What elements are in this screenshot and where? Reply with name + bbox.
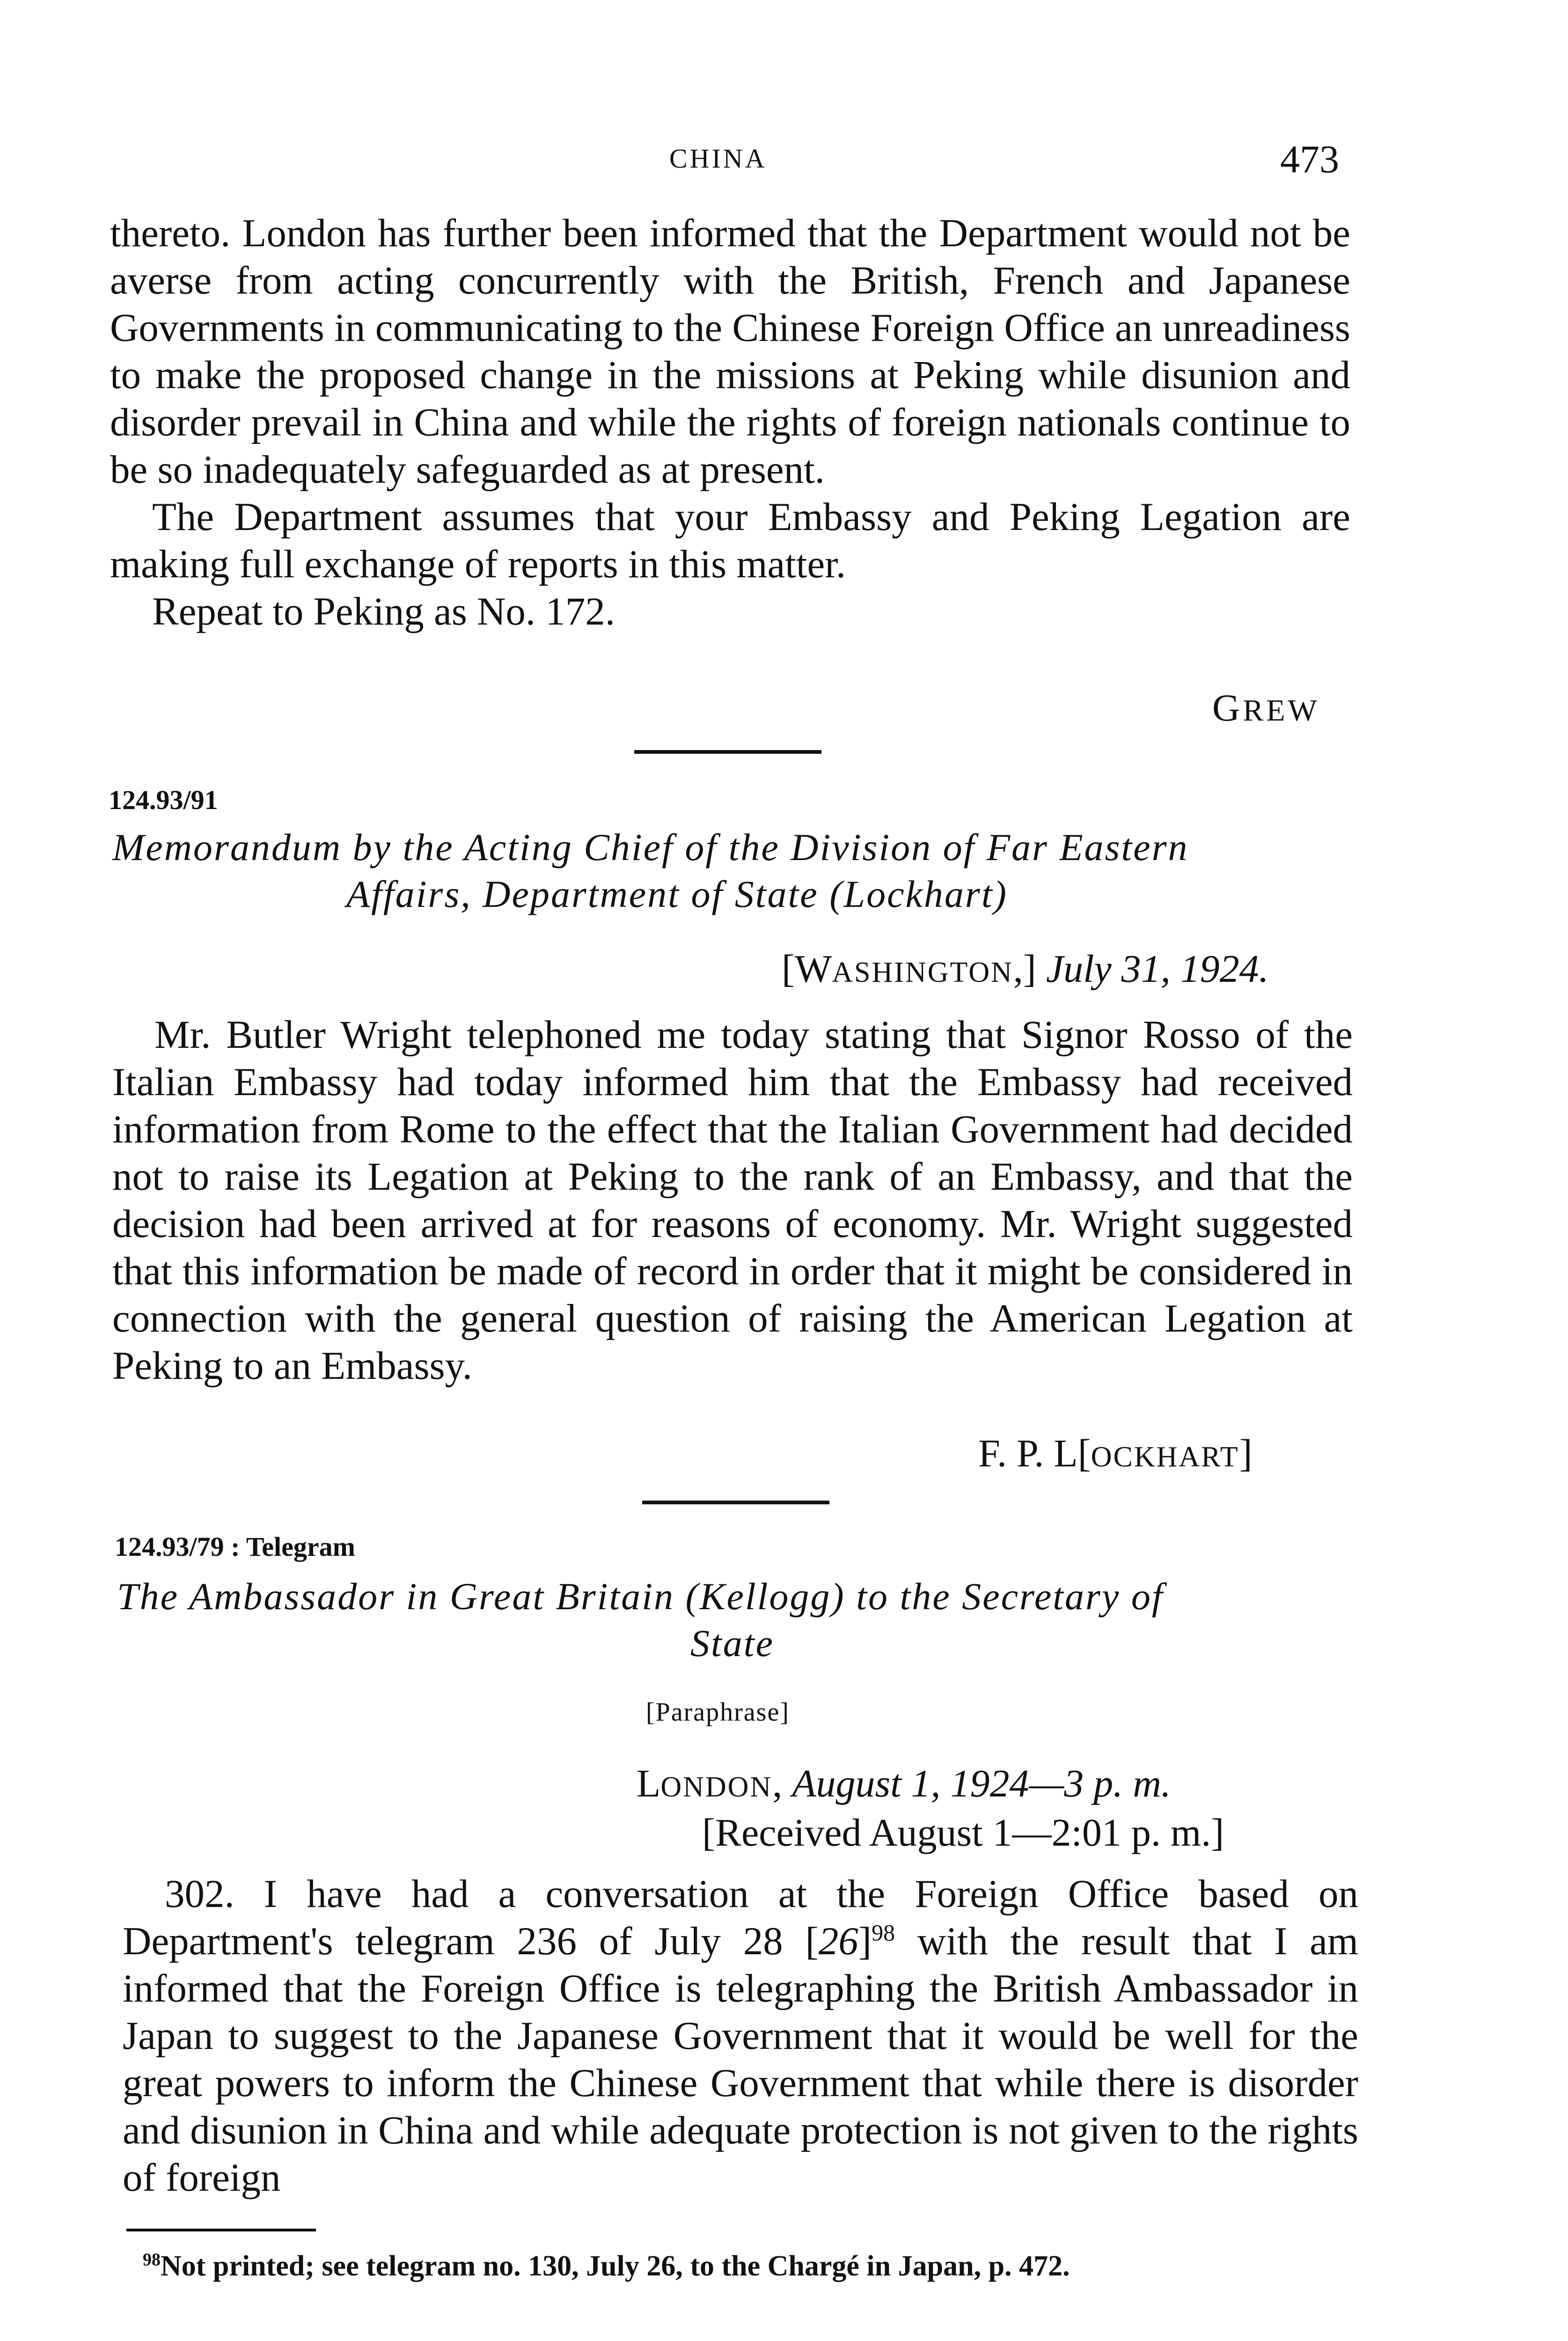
footnote-text: Not printed; see telegram no. 130, July 26, to the Chargé in Japan, p. 472.	[161, 2250, 1070, 2282]
doc1-paragraph-3: Repeat to Peking as No. 172.	[152, 589, 615, 633]
running-head: CHINA	[669, 143, 767, 174]
section-divider-2	[642, 1501, 829, 1504]
page-number: 473	[1280, 138, 1339, 181]
doc3-body	[123, 1870, 1358, 2201]
doc1-paragraph-2: The Department assumes that your Embassy and Peking Legation are making full exchange of reports in this matter.	[110, 495, 1350, 586]
doc2-paragraph: Mr. Butler Wright telephoned me today stating that Signor Rosso of the Italian Embassy had today informed him that the Embassy had received information from Rome to the effect that the Italian Government had decided not to raise its Legation at Peking to the rank of an Embassy, and that the decision had been arrived at for reasons of economy. Mr. Wright suggested that this information be made of record in order that it might be considered in connection with the general question of raising the American Legation at Peking to an Embassy.	[112, 1013, 1353, 1388]
doc2-file-number: 124.93/91	[109, 785, 218, 815]
doc1-paragraph-1: thereto. London has further been informed that the Department would not be averse from acting concurrently with the British, French and Japanese Governments in communicating to the Chinese Foreign Office an unreadiness to make the proposed change in the missions at Peking while disunion and disorder prevail in China and while the rights of foreign nationals continue to be so inadequately safeguarded as at present.	[110, 211, 1350, 492]
doc2-heading-line-1: Memorandum by the Acting Chief of the Division of Far Eastern	[112, 826, 1189, 869]
footnote-marker: 98	[143, 2250, 161, 2270]
doc2-signature: F. P. L[OCKHART]	[978, 1432, 1253, 1475]
doc2-heading-line-2: Affairs, Department of State (Lockhart)	[346, 873, 1008, 915]
footnote-reference: 98	[872, 1919, 895, 1946]
doc1-body	[110, 210, 1350, 635]
doc3-file-number: 124.93/79 : Telegram	[115, 1531, 355, 1562]
footnote	[143, 2250, 1070, 2283]
doc2-body	[112, 1011, 1353, 1390]
footnote-rule	[126, 2229, 316, 2231]
doc3-dateline: LONDON, August 1, 1924—3 p. m.	[637, 1762, 1171, 1805]
doc3-heading-line-1: The Ambassador in Great Britain (Kellogg) to the Secretary of	[117, 1575, 1164, 1618]
doc3-paragraph: 302. I have had a conversation at the Foreign Office based on Department's telegram 236 of July 28 $[26]^{98}$ with the result that I am informed that the Foreign Office is telegraphing the British Ambassador in Japan to suggest to the Japanese Government that it would be well for the great powers to inform the Chinese Government that while there is disorder and disunion in China and while adequate protection is not given to the rights of foreign	[123, 1872, 1358, 2200]
doc3-received: [Received August 1—2:01 p. m.]	[702, 1811, 1224, 1855]
doc3-heading-line-2: State	[690, 1622, 774, 1664]
doc2-dateline: [WASHINGTON,] July 31, 1924.	[782, 947, 1269, 991]
doc1-signature: GREW	[1212, 686, 1320, 729]
doc3-paraphrase-label: [Paraphrase]	[646, 1698, 790, 1727]
section-divider-1	[634, 750, 821, 754]
